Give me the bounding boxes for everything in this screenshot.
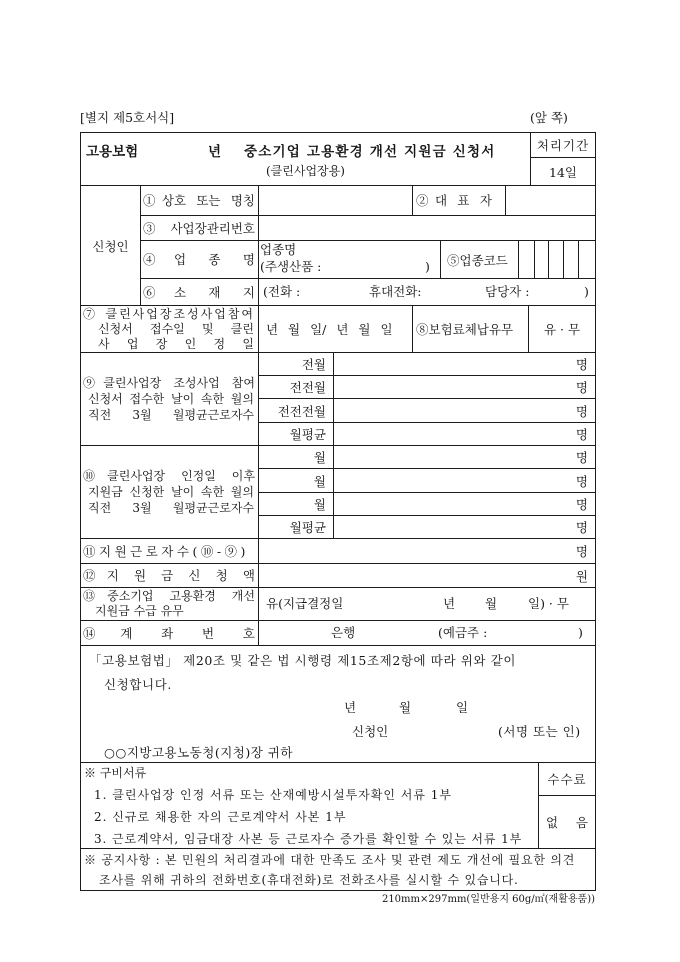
support-workers-label-cell xyxy=(81,539,259,564)
location-close: ) xyxy=(584,284,589,299)
before-workers-label: ⑨클린사업장 조성사업 참여 xyxy=(83,376,255,390)
declaration-line1: 「고용보험법」 제20조 및 같은 법 시행령 제15조제2항에 따라 위와 같이 xyxy=(89,653,517,668)
declaration-applicant: 신청인 xyxy=(352,724,389,739)
after-workers-row-unit: 명 xyxy=(334,446,596,469)
document-item: 1. 클린사업장 인정 서류 또는 산재예방시설투자확인 서류 1부 xyxy=(94,788,452,802)
fee-value-text: 없 음 xyxy=(546,814,588,830)
support-amount-label-cell xyxy=(81,564,259,588)
account-label-cell xyxy=(81,621,259,646)
industry-code-label-cell xyxy=(441,241,519,279)
fee-value xyxy=(539,796,596,849)
declaration-line2: 신청합니다. xyxy=(104,677,172,692)
application-form xyxy=(80,132,596,891)
industry-code-box xyxy=(549,241,564,279)
after-workers-row-unit: 명 xyxy=(334,493,596,516)
account-label: ⑭계 좌 번 호 xyxy=(83,625,255,641)
clean-workplace-dates-label: 사 업 장 인 정 일 xyxy=(98,336,254,351)
industry-label-cell xyxy=(141,241,259,279)
prior-receipt-year: 년 xyxy=(443,596,456,611)
after-workers-row-label: 월 xyxy=(259,469,334,493)
workplace-number-value xyxy=(259,216,596,241)
industry-code-box xyxy=(519,241,535,279)
prior-receipt-day: 일) · 무 xyxy=(528,596,569,611)
after-workers-label: 직전 3월 월평균근로자수 xyxy=(88,501,254,515)
processing-period-label: 처리기간 xyxy=(531,133,596,158)
before-workers-row-unit: 명 xyxy=(334,423,596,446)
location-contact: 담당자 : xyxy=(485,284,530,299)
location-phone: (전화 : xyxy=(263,284,301,299)
signature-label: (서명 또는 인) xyxy=(498,724,581,739)
addressee: ○○지방고용노동청(지청)장 귀하 xyxy=(104,745,293,760)
premium-arrears-value: 유 · 무 xyxy=(529,306,596,353)
premium-arrears-label-cell xyxy=(413,306,529,353)
title-insurance: 고용보험 xyxy=(86,144,139,160)
processing-period-value: 14일 xyxy=(531,158,596,186)
clean-workplace-dates-label: 신청서 접수일 및 클린 xyxy=(98,321,254,336)
before-workers-row-label: 월평균 xyxy=(259,423,334,446)
after-workers-row-label: 월평균 xyxy=(259,516,334,539)
location-label: ⑥소 재 지 xyxy=(143,284,255,300)
support-amount-label: ⑫지 원 금 신 청 액 xyxy=(83,568,255,583)
industry-code-box xyxy=(535,241,549,279)
industry-code-label: ⑤업종코드 xyxy=(447,252,508,268)
workplace-number-label: ③사업장관리번호 xyxy=(143,220,255,236)
support-amount-unit: 원 xyxy=(259,564,596,588)
industry-name-cell xyxy=(259,241,441,279)
title-cell xyxy=(81,133,531,186)
before-workers-row-label: 전월 xyxy=(259,353,334,376)
page-title: 중소기업 고용환경 개선 지원금 신청서 xyxy=(244,144,496,160)
document-item: 2. 신규로 채용한 자의 근로계약서 사본 1부 xyxy=(94,810,347,824)
applicant-label: 신청인 xyxy=(81,186,141,306)
paper-spec: 210mm×297mm(일반용지 60g/㎡(재활용품)) xyxy=(381,894,595,905)
prior-receipt-value-cell xyxy=(259,588,596,621)
title-year: 년 xyxy=(208,144,222,160)
clean-workplace-dates-label-cell xyxy=(81,306,259,353)
location-mobile: 휴대전화: xyxy=(369,284,422,299)
industry-code-box xyxy=(564,241,579,279)
declaration-year: 년 xyxy=(344,700,357,715)
account-bank: 은행 xyxy=(331,625,356,640)
premium-arrears-label: ⑧보험료체납유무 xyxy=(416,322,514,337)
form-number: [별지 제5호서식] xyxy=(80,110,175,125)
representative-label: ②대 표 자 xyxy=(416,193,492,208)
clean-workplace-dates-value: 년 월 일/ 년 월 일 xyxy=(266,322,393,337)
prior-receipt-label: 지원금 수급 유무 xyxy=(95,604,184,618)
before-workers-label: 신청서 접수한 날이 속한 월의 xyxy=(88,392,254,406)
industry-name-text: 업종명 xyxy=(260,242,297,257)
prior-receipt-month: 월 xyxy=(485,596,498,611)
page-side: (앞 쪽) xyxy=(530,110,568,125)
account-value-cell xyxy=(259,621,596,646)
notice-line2: 조사를 위해 귀하의 전화번호(휴대전화)로 전화조사를 실시할 수 있습니다. xyxy=(99,873,519,887)
company-name-value xyxy=(259,186,413,216)
before-workers-row-unit: 명 xyxy=(334,376,596,399)
documents-heading: ※ 구비서류 xyxy=(84,766,147,780)
title-subtitle: (클린사업장용) xyxy=(266,164,345,178)
document-item: 3. 근로계약서, 임금대장 사본 등 근로자수 증가를 확인할 수 있는 서류 1부 xyxy=(94,832,523,846)
support-workers-unit: 명 xyxy=(259,539,596,564)
representative-label-cell xyxy=(413,186,506,216)
after-workers-row-label: 월 xyxy=(259,446,334,469)
account-holder: (예금주 : xyxy=(438,625,488,640)
location-label-cell xyxy=(141,279,259,306)
after-workers-label: 지원금 신청한 날이 속한 월의 xyxy=(88,485,254,499)
before-workers-label: 직전 3월 월평균근로자수 xyxy=(88,408,254,422)
declaration-day: 일 xyxy=(456,700,469,715)
prior-receipt-label-cell xyxy=(81,588,259,621)
documents-block xyxy=(81,763,539,849)
fee-label: 수수료 xyxy=(539,763,596,796)
prior-receipt-prefix: 유(지급결정일 xyxy=(266,596,344,611)
after-workers-row-unit: 명 xyxy=(334,516,596,539)
after-workers-label-cell xyxy=(81,446,259,539)
before-workers-row-unit: 명 xyxy=(334,353,596,376)
company-name-label-cell xyxy=(141,186,259,216)
after-workers-row-unit: 명 xyxy=(334,469,596,493)
clean-workplace-dates-label: ⑦클린사업장조성사업참여 xyxy=(83,306,255,321)
industry-code-box xyxy=(579,241,596,279)
before-workers-row-label: 전전전월 xyxy=(259,399,334,423)
industry-label: ④업 종 명 xyxy=(143,252,255,267)
declaration-month: 월 xyxy=(399,700,412,715)
before-workers-row-label: 전전월 xyxy=(259,376,334,399)
location-value-cell xyxy=(259,279,596,306)
declaration-block xyxy=(81,646,596,763)
before-workers-label-cell xyxy=(81,353,259,446)
after-workers-label: ⑩클린사업장 인정일 이후 xyxy=(83,469,255,483)
before-workers-row-unit: 명 xyxy=(334,399,596,423)
prior-receipt-label: ⑬중소기업 고용환경 개선 xyxy=(83,589,255,603)
notice-line1: ※ 공지사항 : 본 민원의 처리결과에 대한 만족도 조사 및 관련 제도 개선에 필요한 의견 xyxy=(84,853,576,867)
after-workers-row-label: 월 xyxy=(259,493,334,516)
clean-workplace-dates-value-cell xyxy=(259,306,413,353)
main-product-close: ) xyxy=(425,259,430,274)
notice-block xyxy=(81,849,596,891)
support-workers-label: ⑪지원근로자수(⑩-⑨) xyxy=(83,544,249,559)
company-name-label: ①상호 또는 명칭 xyxy=(143,193,255,208)
representative-value xyxy=(506,186,596,216)
account-close: ) xyxy=(578,625,583,640)
main-product-text: (주생산품 : xyxy=(260,259,322,274)
workplace-number-label-cell xyxy=(141,216,259,241)
